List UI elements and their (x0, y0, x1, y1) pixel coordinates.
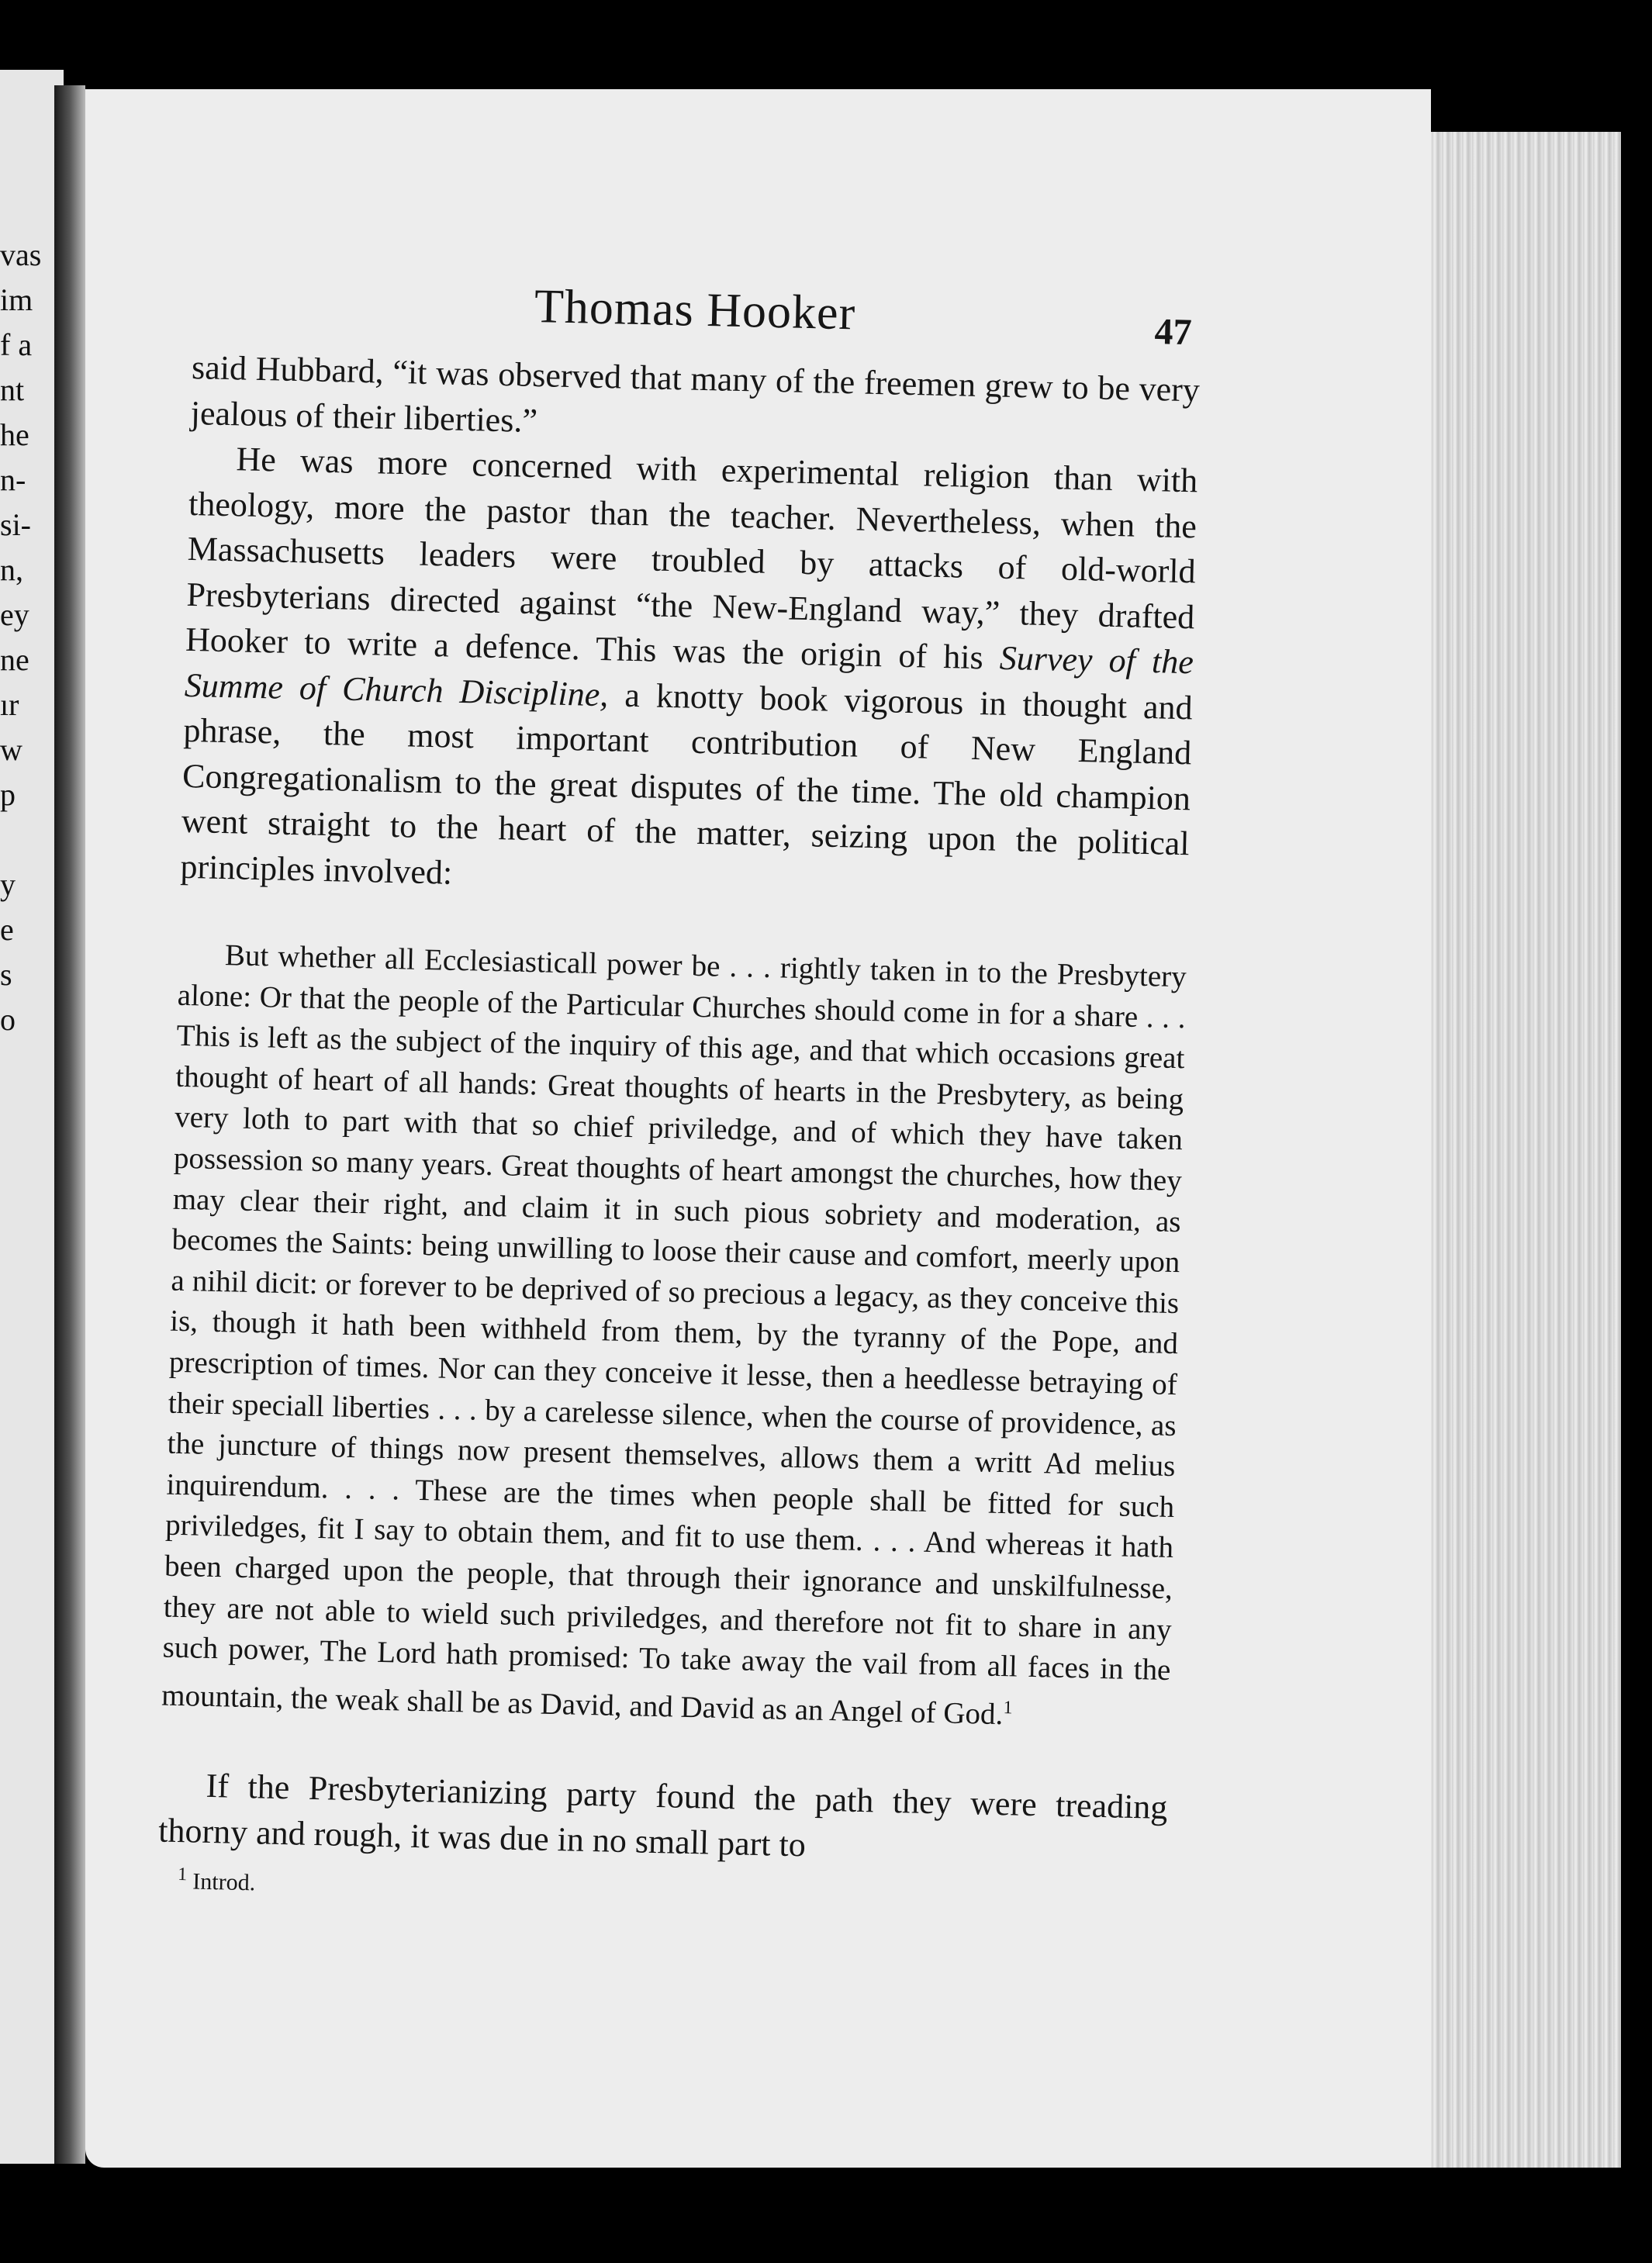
paragraph-2 (180, 436, 1198, 912)
page-content (157, 271, 1202, 1917)
quote-paragraph (161, 935, 1187, 1740)
facing-page-fragment: s (0, 957, 12, 992)
book-gutter (54, 85, 85, 2164)
facing-page-fragment: nt (0, 372, 25, 407)
book-title: Survey of the Summe of Church Discipline, (184, 638, 1194, 713)
paragraph-2-part-b: a knotty book vigorous in thought and phrase, the most important contribution of New England Congregationalism to the great disputes of the time. The old champion went straight to the heart of the matter, seizing upon the political principles involved: (180, 675, 1194, 892)
facing-page-fragment: ey (0, 597, 29, 632)
facing-page-fragment: he (0, 417, 29, 452)
quote-text: But whether all Ecclesiasticall power be . . . rightly taken in to the Presbytery alone: Or that the people of the Particular Churches should come in for a share . . . This is left as the subject of the inquiry of this age, and that which occasions great thought of heart of all hands: Great thoughts of hearts in the Presbytery, as being very loth to part with that so chief priviledge, and of which they have taken possession so many years. Great thoughts of heart amongst the churches, how they may clear their right, and claim it in such pious sobriety and moderation, as becomes the Saints: being unwilling to loose their cause and comfort, meerly upon a nihil dicit: or forever to be deprived of so precious a legacy, as they conceive this is, though it hath been withheld from them, by the tyranny of the Pope, and prescription of times. Nor can they conceive it lesse, then a heedlesse betraying of their speciall liberties . . . by a carelesse silence, when the course of providence, as the juncture of things now present themselves, allows them a writt Ad melius inquirendum. . . . These are the times when people shall be fitted for such priviledges, fit I say to obtain them, and fit to use them. . . . And whereas it hath been charged upon the people, that through their ignorance and unskilfulnesse, they are not able to wield such priviledges, and therefore not fit to share in any such power, The Lord hath promised: To take away the vail from all faces in the mountain, the weak shall be as David, and David as an Angel of God. (161, 938, 1187, 1731)
book-page (85, 89, 1431, 2168)
facing-page-fragment: ne (0, 642, 29, 677)
facing-page-fragment: e (0, 912, 14, 947)
facing-page-fragment: y (0, 867, 16, 902)
closing-paragraph: If the Presbyterianizing party found the path they were treading thorny and rough, it was due in no small part to (157, 1767, 1168, 1864)
body-text (180, 345, 1201, 912)
running-title: Thomas Hooker (534, 279, 856, 340)
facing-page-fragment: ır (0, 687, 19, 722)
facing-page-fragments (0, 233, 54, 1042)
facing-page-fragment: vas (0, 237, 42, 272)
block-quote (161, 935, 1187, 1740)
facing-page-fragment: si- (0, 507, 31, 542)
footnote-mark: 1 (177, 1864, 188, 1885)
facing-page-fragment: p (0, 777, 16, 812)
paragraph-1: said Hubbard, “it was observed that many of the freemen grew to be very jealous of their liberties.” (190, 347, 1201, 440)
page-number: 47 (1153, 311, 1193, 354)
paragraph-2-part-a: He was more concerned with experimental religion than with theology, more the pastor than the teacher. Nevertheless, when the Massachusetts leaders were troubled by attacks of old-world Presbyterians directed against “the New-England way,” they drafted Hooker to write a defence. This was the origin of his (185, 440, 1198, 677)
footnote-reference: 1 (1003, 1697, 1013, 1719)
facing-page-fragment: n- (0, 462, 26, 497)
facing-page-fragment (0, 817, 54, 862)
facing-page-fragment: im (0, 282, 33, 317)
footnote-text: Introd. (192, 1868, 256, 1896)
facing-page-fragment: o (0, 1002, 16, 1037)
closing-paragraph-block (158, 1763, 1168, 1876)
facing-page-fragment: w (0, 732, 22, 767)
facing-page-fragment: n, (0, 552, 23, 587)
facing-page-fragment: f a (0, 327, 33, 362)
